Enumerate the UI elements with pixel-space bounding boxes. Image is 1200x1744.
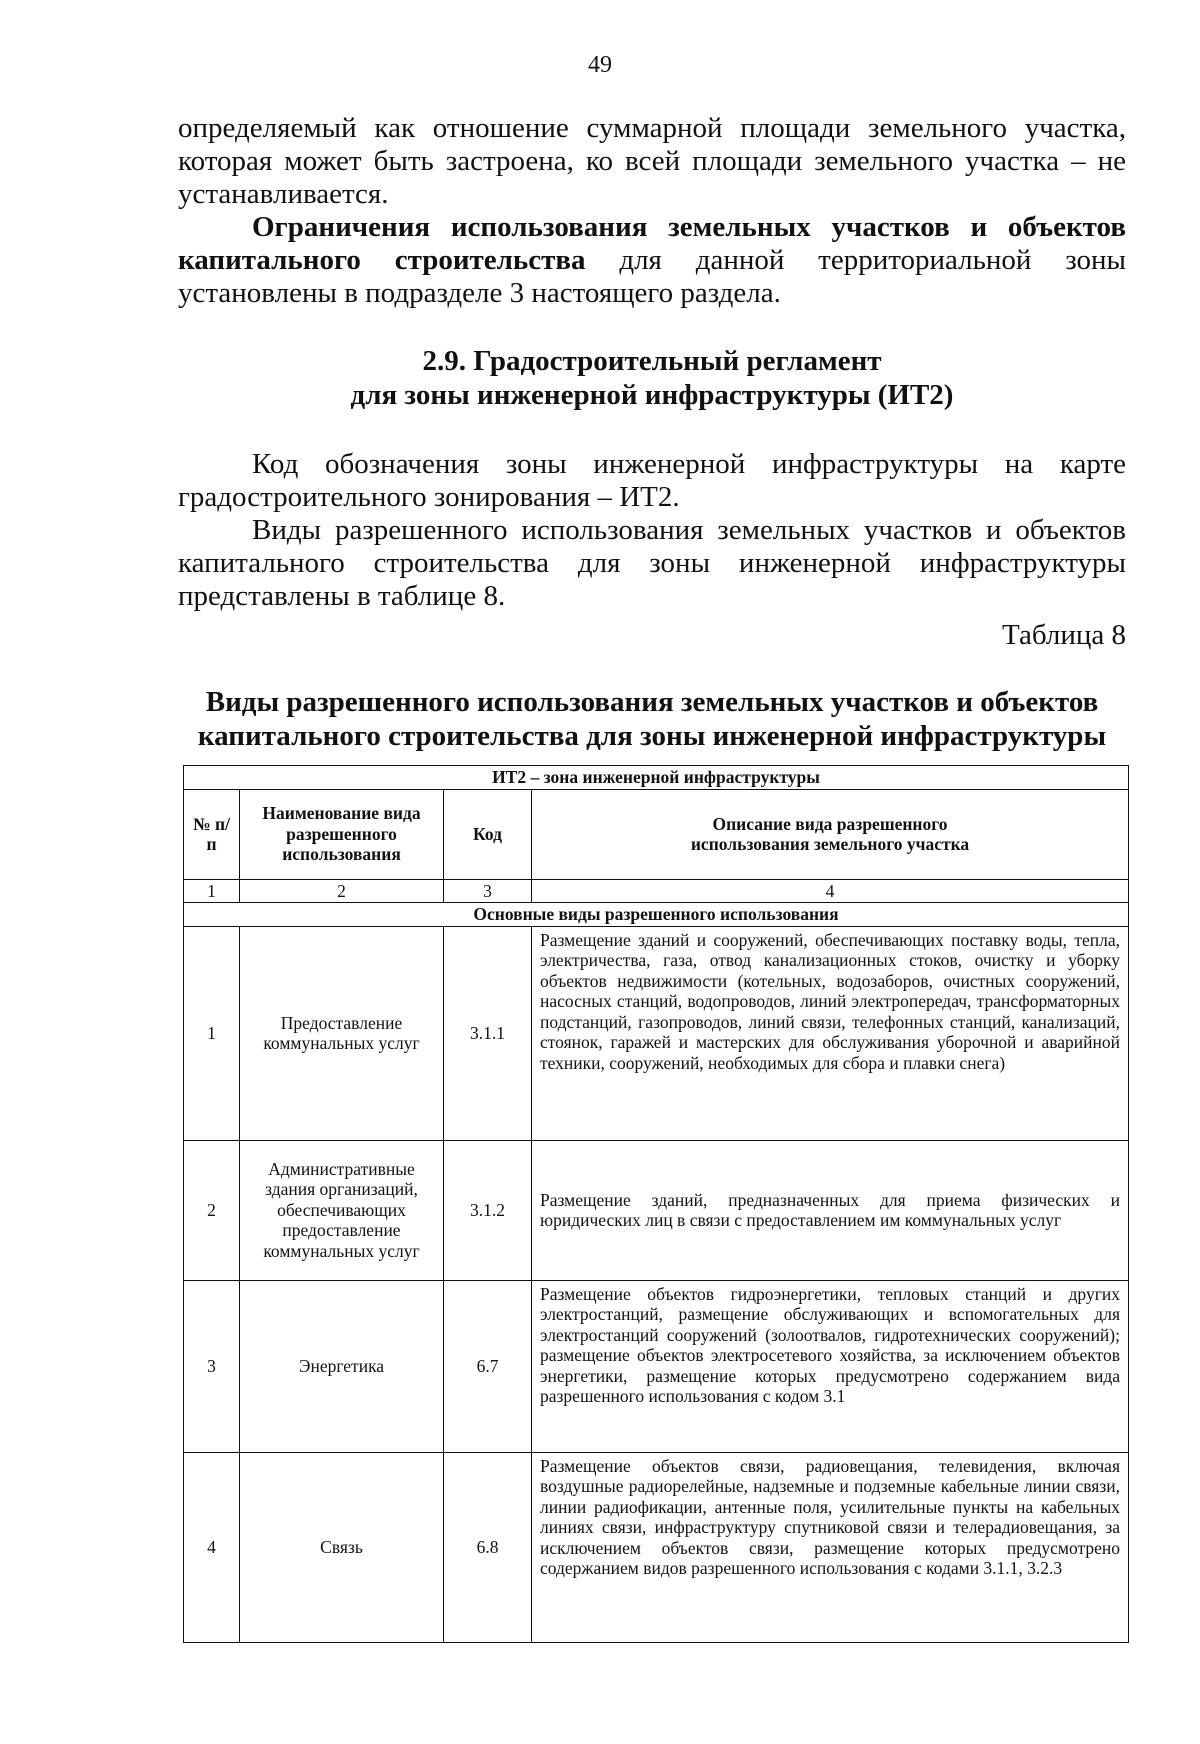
row-number: 1 xyxy=(184,926,240,1140)
table-label: Таблица 8 xyxy=(1001,619,1126,651)
section-title xyxy=(178,344,1126,412)
column-header-code: Код xyxy=(444,789,532,879)
column-header-num: № п/п xyxy=(184,789,240,879)
table-title-line-1: Виды разрешенного использования земельных участков и объектов xyxy=(205,686,1099,718)
row-description: Размещение зданий, предназначенных для приема физических и юридических лиц в связи с предоставлением им коммунальных услуг xyxy=(532,1140,1129,1280)
paragraph-permitted-uses: Виды разрешенного использования земельных участков и объектов капитального строительства для зоны инженерной инфраструктуры представлены в таблице 8. xyxy=(178,514,1126,612)
column-number: 1 xyxy=(184,879,240,903)
row-description: Размещение объектов гидроэнергетики, тепловых станций и других электростанций, размещение обслуживающих и вспомогательных для электростанций сооружений (золоотвалов, гидротехнических сооружений); размещение объектов электросетевого хозяйства, за исключением объектов энергетики, размещение которых предусмотрено содержанием вида разрешенного использования с кодом 3.1 xyxy=(532,1280,1129,1452)
row-use-name: Административные здания организаций, обеспечивающих предоставление коммунальных услуг xyxy=(240,1140,444,1280)
column-number-row xyxy=(184,879,1129,903)
column-header-description: Описание вида разрешенного использования земельного участка xyxy=(532,789,1129,879)
table-row xyxy=(184,1140,1129,1280)
column-header-row xyxy=(184,789,1129,879)
section-header-row xyxy=(184,903,1129,927)
row-number: 3 xyxy=(184,1280,240,1452)
row-use-name: Энергетика xyxy=(240,1280,444,1452)
paragraph-restrictions xyxy=(178,211,1126,310)
section-title-line-2: для зоны инженерной инфраструктуры (ИТ2) xyxy=(350,379,954,411)
row-use-name: Предоставление коммунальных услуг xyxy=(240,926,444,1140)
zone-header-row xyxy=(184,766,1129,790)
column-number: 3 xyxy=(444,879,532,903)
row-code: 3.1.1 xyxy=(444,926,532,1140)
table-row xyxy=(184,1452,1129,1642)
paragraph-zone-code: Код обозначения зоны инженерной инфраструктуры на карте градостроительного зонирования – ИТ2. xyxy=(178,448,1126,513)
table-title-line-2: капитального строительства для зоны инженерной инфраструктуры xyxy=(197,720,1107,752)
table-row xyxy=(184,1280,1129,1452)
zone-header: ИТ2 – зона инженерной инфраструктуры xyxy=(184,766,1129,790)
row-code: 3.1.2 xyxy=(444,1140,532,1280)
table-title xyxy=(178,685,1126,753)
row-number: 4 xyxy=(184,1452,240,1642)
column-number: 4 xyxy=(532,879,1129,903)
section-header: Основные виды разрешенного использования xyxy=(184,903,1129,927)
row-code: 6.7 xyxy=(444,1280,532,1452)
paragraph-ratio-note: определяемый как отношение суммарной площади земельного участка, которая может быть застроена, ко всей площади земельного участка – не устанавливается. xyxy=(178,112,1126,210)
page-number: 49 xyxy=(588,52,612,78)
restrictions-text: для данной территориальной зоны установлены в подразделе 3 настоящего раздела. xyxy=(178,244,1126,309)
column-number: 2 xyxy=(240,879,444,903)
row-description: Размещение зданий и сооружений, обеспечивающих поставку воды, тепла, электричества, газа, отвод канализационных стоков, очистку и уборку объектов недвижимости (котельных, водозаборов, очистных сооружений, насосных станций, водопроводов, линий электропередач, трансформаторных подстанций, газопроводов, линий связи, телефонных станций, канализаций, стоянок, гаражей и мастерских для обслуживания уборочной и аварийной техники, сооружений, необходимых для сбора и плавки снега) xyxy=(532,926,1129,1140)
permitted-uses-table xyxy=(183,765,1129,1643)
restrictions-bold-text: Ограничения использования земельных участков и объектов капитального строительства xyxy=(178,211,1126,276)
row-code: 6.8 xyxy=(444,1452,532,1642)
page-content xyxy=(178,112,1126,753)
row-use-name: Связь xyxy=(240,1452,444,1642)
table-row xyxy=(184,926,1129,1140)
column-header-name: Наименование вида разрешенного использования xyxy=(240,789,444,879)
row-number: 2 xyxy=(184,1140,240,1280)
section-title-line-1: 2.9. Градостроительный регламент xyxy=(422,345,882,377)
row-description: Размещение объектов связи, радиовещания, телевидения, включая воздушные радиорелейные, надземные и подземные кабельные линии связи, линии радиофикации, антенные поля, усилительные пункты на кабельных линиях связи, инфраструктуру спутниковой связи и телерадиовещания, за исключением объектов связи, размещение которых предусмотрено содержанием видов разрешенного использования с кодами 3.1.1, 3.2.3 xyxy=(532,1452,1129,1642)
